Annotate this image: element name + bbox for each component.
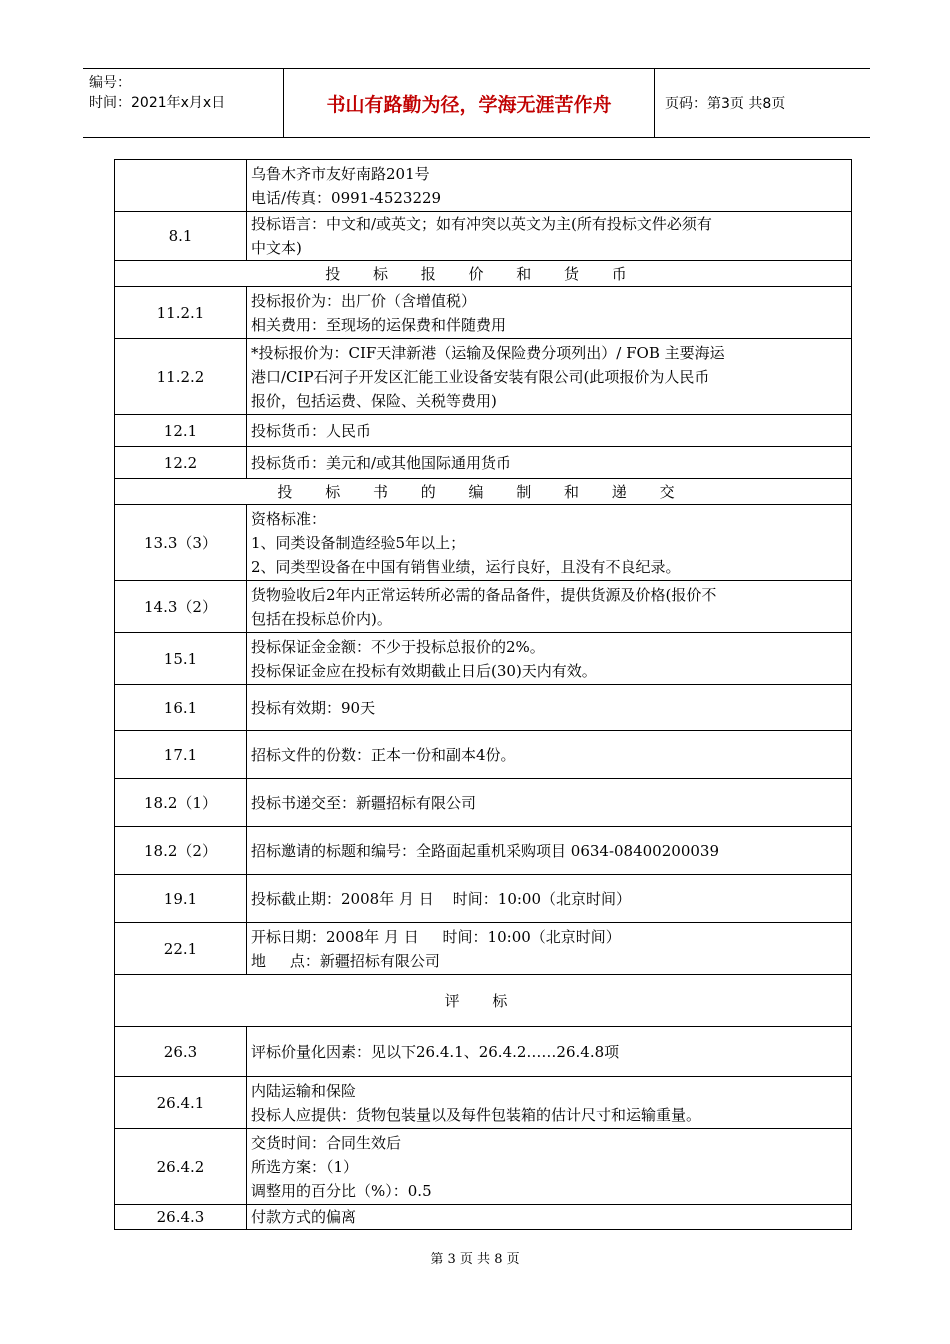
table-row (115, 415, 852, 447)
table-row (115, 447, 852, 479)
content-line: 电话/传真：0991-4523229 (251, 188, 442, 207)
table-row (115, 731, 852, 779)
clause-content (247, 339, 852, 415)
content-line: 评标价量化因素：见以下26.4.1、26.4.2……26.4.8项 (251, 1042, 620, 1061)
clause-content (247, 212, 852, 261)
clause-content (247, 633, 852, 685)
clause-number: 15.1 (115, 633, 247, 685)
content-line: 交货时间：合同生效后 (251, 1133, 402, 1152)
content-line: 报价，包括运费、保险、关税等费用) (251, 391, 497, 410)
section-title: 投 标 报 价 和 货 币 (115, 261, 852, 287)
clause-content (247, 685, 852, 731)
content-line: 相关费用：至现场的运保费和伴随费用 (251, 315, 507, 334)
content-line: 货物验收后2年内正常运转所必需的备品备件，提供货源及价格(报价不 (251, 585, 717, 604)
content-line: 投标有效期：90天 (251, 698, 376, 717)
bid-data-table (114, 159, 852, 1230)
table-row (115, 923, 852, 975)
clause-number: 16.1 (115, 685, 247, 731)
page-footer: 第 3 页 共 8 页 (430, 1252, 520, 1267)
content-line: 招标文件的份数：正本一份和副本4份。 (251, 745, 516, 764)
content-line: 投标人应提供：货物包装量以及每件包装箱的估计尺寸和运输重量。 (251, 1105, 702, 1124)
clause-number: 26.4.3 (115, 1205, 247, 1230)
clause-content (247, 1027, 852, 1077)
content-line: 招标邀请的标题和编号：全路面起重机采购项目 0634-08400200039 (251, 841, 719, 860)
header-meta (83, 69, 283, 137)
clause-content (247, 1205, 852, 1230)
header-motto: 书山有路勤为径，学海无涯苦作舟 (283, 69, 655, 137)
clause-number: 12.2 (115, 447, 247, 479)
page-header (83, 68, 870, 138)
table-row (115, 1205, 852, 1230)
section-title: 评 标 (115, 975, 852, 1027)
content-line: 投标截止期：2008年 月 日 时间：10:00（北京时间） (251, 889, 632, 908)
content-line: 中文本) (251, 239, 302, 257)
content-line: 乌鲁木齐市友好南路201号 (251, 164, 430, 183)
content-line: 2、同类型设备在中国有销售业绩，运行良好，且没有不良纪录。 (251, 557, 681, 576)
content-line: 投标保证金应在投标有效期截止日后(30)天内有效。 (251, 661, 597, 680)
clause-number: 13.3（3） (115, 505, 247, 581)
content-line: 内陆运输和保险 (251, 1081, 357, 1100)
content-line: *投标报价为：CIF天津新港（运输及保险费分项列出）/ FOB 主要海运 (251, 343, 725, 362)
content-line: 投标保证金金额：不少于投标总报价的2%。 (251, 637, 545, 656)
content-line: 投标报价为：出厂价（含增值税） (251, 291, 477, 310)
clause-content (247, 287, 852, 339)
clause-content (247, 1077, 852, 1129)
content-line: 投标语言：中文和/或英文；如有冲突以英文为主(所有投标文件必须有 (251, 215, 712, 233)
clause-number: 17.1 (115, 731, 247, 779)
table-row (115, 875, 852, 923)
clause-content (247, 415, 852, 447)
clause-number: 14.3（2） (115, 581, 247, 633)
clause-content (247, 505, 852, 581)
content-line: 地 点：新疆招标有限公司 (251, 951, 440, 970)
clause-content (247, 779, 852, 827)
table-row (115, 505, 852, 581)
table-row (115, 160, 852, 212)
table-row (115, 827, 852, 875)
content-line: 投标货币：美元和/或其他国际通用货币 (251, 453, 512, 472)
clause-number: 19.1 (115, 875, 247, 923)
table-row (115, 685, 852, 731)
clause-content (247, 581, 852, 633)
clause-content (247, 923, 852, 975)
section-title: 投 标 书 的 编 制 和 递 交 (115, 479, 852, 505)
section-header-row (115, 975, 852, 1027)
clause-number (115, 160, 247, 212)
content-line: 包括在投标总价内)。 (251, 609, 392, 628)
clause-number: 11.2.2 (115, 339, 247, 415)
clause-number: 26.3 (115, 1027, 247, 1077)
section-header-row (115, 479, 852, 505)
table-row (115, 287, 852, 339)
clause-number: 11.2.1 (115, 287, 247, 339)
time-label: 时间：2021年x月x日 (89, 95, 226, 111)
table-row (115, 633, 852, 685)
clause-number: 18.2（1） (115, 779, 247, 827)
table-row (115, 779, 852, 827)
clause-content (247, 731, 852, 779)
table-row (115, 339, 852, 415)
content-line: 所选方案：（1） (251, 1157, 359, 1176)
clause-content (247, 447, 852, 479)
table-row (115, 1077, 852, 1129)
number-label: 编号： (89, 75, 131, 91)
content-line: 开标日期：2008年 月 日 时间：10:00（北京时间） (251, 927, 621, 946)
table-row (115, 581, 852, 633)
clause-number: 18.2（2） (115, 827, 247, 875)
clause-number: 8.1 (115, 212, 247, 261)
header-page-label: 页码：第3页 共8页 (665, 96, 786, 112)
clause-content (247, 160, 852, 212)
content-line: 调整用的百分比（%）：0.5 (251, 1181, 432, 1200)
content-line: 资格标准： (251, 509, 327, 528)
section-header-row (115, 261, 852, 287)
table-row (115, 1129, 852, 1205)
table-row (115, 212, 852, 261)
clause-content (247, 875, 852, 923)
clause-content (247, 827, 852, 875)
table-row (115, 1027, 852, 1077)
clause-content (247, 1129, 852, 1205)
clause-number: 22.1 (115, 923, 247, 975)
clause-number: 12.1 (115, 415, 247, 447)
content-line: 1、同类设备制造经验5年以上； (251, 533, 466, 552)
content-line: 付款方式的偏离 (251, 1208, 357, 1226)
clause-number: 26.4.1 (115, 1077, 247, 1129)
content-line: 港口/CIP石河子开发区汇能工业设备安装有限公司(此项报价为人民币 (251, 367, 710, 386)
clause-number: 26.4.2 (115, 1129, 247, 1205)
content-line: 投标货币：人民币 (251, 421, 372, 440)
content-line: 投标书递交至：新疆招标有限公司 (251, 793, 477, 812)
